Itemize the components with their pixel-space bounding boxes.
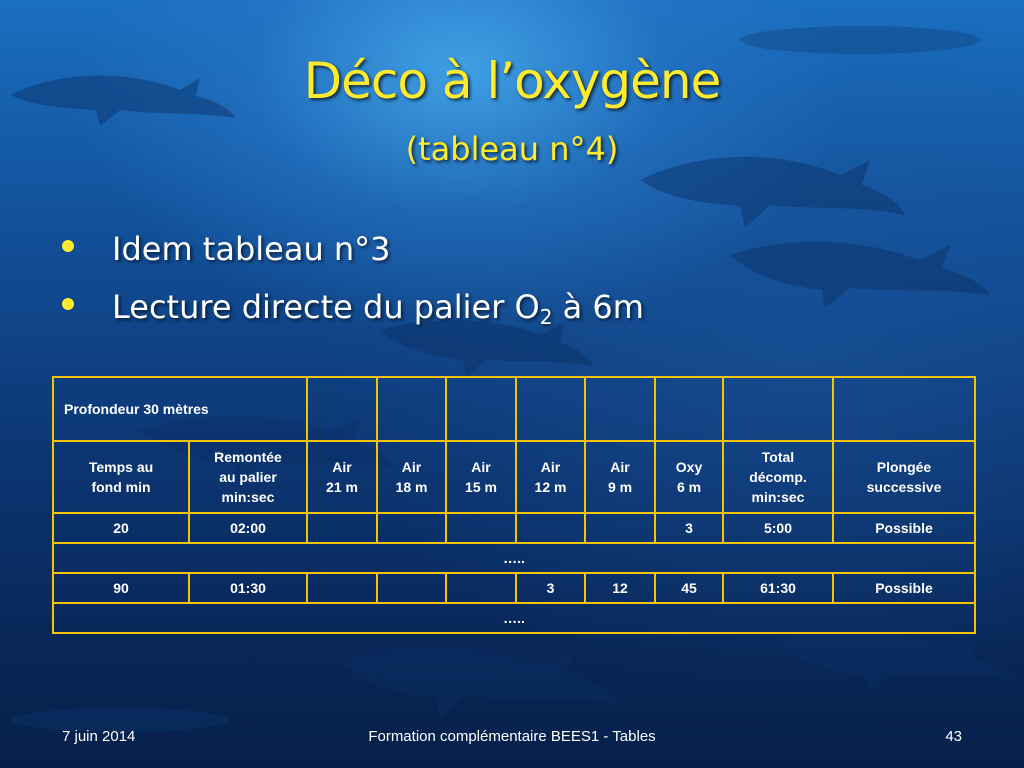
table-cell [446, 573, 516, 603]
footer-page-number: 43 [945, 728, 962, 745]
table-cell: 20 [53, 513, 189, 543]
header-line: min:sec [221, 489, 275, 505]
header-line: 21 m [326, 479, 358, 495]
table-row-depth [53, 377, 975, 441]
table-cell: 12 [585, 573, 655, 603]
decompression-table [52, 376, 976, 634]
table-header-cell [53, 441, 189, 513]
table-header-row [53, 441, 975, 513]
table-header-cell [516, 441, 585, 513]
table-cell: 3 [516, 573, 585, 603]
bullet-dot-icon [62, 298, 74, 310]
subscript-2: 2 [539, 305, 553, 329]
header-line: min:sec [751, 489, 805, 505]
header-line: Air [401, 459, 422, 475]
empty-cell [516, 377, 585, 441]
header-line: décomp. [749, 469, 807, 485]
bullet-list [62, 220, 644, 336]
table-header-cell [189, 441, 307, 513]
header-line: Air [610, 459, 630, 475]
table-row [53, 573, 975, 603]
header-line: Oxy [675, 459, 703, 475]
empty-cell [585, 377, 655, 441]
empty-cell [655, 377, 723, 441]
table-cell: 3 [655, 513, 723, 543]
table-cell [516, 513, 585, 543]
footer-title: Formation complémentaire BEES1 - Tables [368, 728, 656, 745]
bullet-item [62, 278, 644, 336]
header-line: fond min [91, 479, 151, 495]
ellipsis-cell: ….. [53, 543, 975, 573]
table-cell [307, 513, 377, 543]
ellipsis-cell: ….. [53, 603, 975, 633]
header-line: Remontée [214, 449, 282, 465]
table-header-cell [377, 441, 446, 513]
header-line: 15 m [465, 479, 497, 495]
table-header-cell [446, 441, 516, 513]
header-line: au palier [219, 469, 277, 485]
table-row [53, 513, 975, 543]
depth-label-cell: Profondeur 30 mètres [53, 377, 307, 441]
table-header-cell [723, 441, 833, 513]
slide-title: Déco à l’oxygène [303, 52, 721, 110]
header-line: Temps au [88, 459, 154, 475]
table-cell: 01:30 [189, 573, 307, 603]
table-cell [377, 513, 446, 543]
header-line: 6 m [676, 479, 702, 495]
table-header-cell [833, 441, 975, 513]
table-cell: Possible [833, 573, 975, 603]
table-cell: 5:00 [723, 513, 833, 543]
header-line: Air [540, 459, 561, 475]
table-header-cell [655, 441, 723, 513]
table-cell: 02:00 [189, 513, 307, 543]
header-line: Plongée [876, 459, 932, 475]
table-cell: 90 [53, 573, 189, 603]
header-line: successive [866, 479, 942, 495]
table-cell [307, 573, 377, 603]
table-cell [585, 513, 655, 543]
empty-cell [446, 377, 516, 441]
empty-cell [377, 377, 446, 441]
header-line: Air [471, 459, 491, 475]
header-line: Total [761, 449, 795, 465]
slide-subtitle: (tableau n°4) [405, 130, 619, 168]
header-line: 9 m [607, 479, 633, 495]
bullet-text-main: Lecture directe du palier O [112, 288, 540, 326]
bullet-text [112, 288, 644, 329]
empty-cell [723, 377, 833, 441]
empty-cell [307, 377, 377, 441]
bullet-text: Idem tableau n°3 [112, 230, 391, 268]
table-cell [446, 513, 516, 543]
footer-date: 7 juin 2014 [62, 728, 136, 745]
table-row-ellipsis [53, 543, 975, 573]
table-row-ellipsis [53, 603, 975, 633]
table-header-cell [585, 441, 655, 513]
table-cell [377, 573, 446, 603]
header-line: 18 m [395, 479, 428, 495]
bullet-item [62, 220, 644, 278]
header-line: 12 m [534, 479, 567, 495]
table-cell: Possible [833, 513, 975, 543]
table-cell: 61:30 [723, 573, 833, 603]
table-cell: 45 [655, 573, 723, 603]
table-header-cell [307, 441, 377, 513]
empty-cell [833, 377, 975, 441]
header-line: Air [332, 459, 352, 475]
bullet-dot-icon [62, 240, 74, 252]
bullet-text-tail: à 6m [552, 288, 644, 326]
